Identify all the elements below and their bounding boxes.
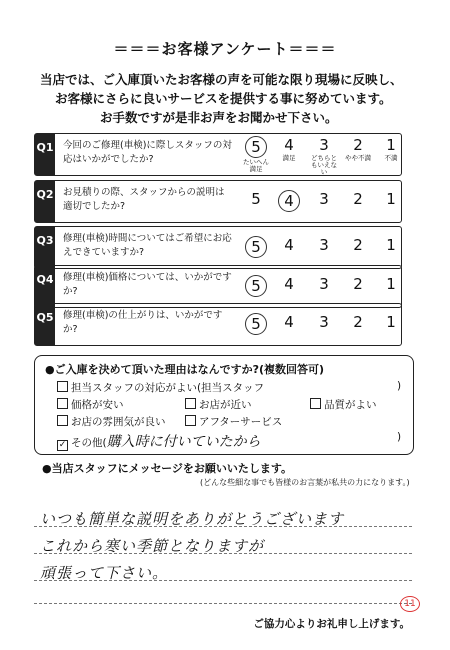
score-value: 1 [386, 313, 396, 331]
score-option[interactable] [345, 236, 371, 254]
checkbox[interactable] [57, 398, 68, 409]
score-options [235, 227, 401, 268]
score-value: 4 [284, 313, 294, 331]
score-option[interactable] [378, 275, 404, 293]
score-label: 不満 [384, 154, 398, 162]
score-value: 3 [319, 236, 329, 254]
score-option[interactable] [345, 190, 371, 208]
score-option[interactable] [311, 313, 337, 331]
score-option[interactable] [311, 275, 337, 293]
reason-close-paren-1: ) [397, 380, 402, 392]
score-value-selected: 5 [245, 313, 267, 335]
score-value-selected: 4 [278, 190, 300, 212]
score-label: たいへん満足 [243, 158, 269, 173]
score-option[interactable] [243, 136, 269, 173]
question-row [34, 265, 402, 308]
question-row [34, 226, 402, 269]
checkbox-checked[interactable]: ✓ [58, 440, 67, 450]
question-label: Q3 [35, 227, 55, 268]
message-text-line-3: 頑張って下さい。 [40, 564, 169, 582]
checkbox[interactable] [57, 415, 68, 426]
score-option[interactable] [276, 136, 302, 162]
question-row [34, 180, 402, 223]
score-option[interactable] [276, 190, 302, 212]
score-value: 5 [251, 190, 261, 208]
score-value: 1 [386, 236, 396, 254]
score-label: どちらともいえない [311, 154, 337, 176]
message-area[interactable] [34, 493, 412, 605]
page-number: 11 [400, 596, 420, 612]
score-option[interactable] [311, 136, 337, 176]
score-value: 4 [284, 275, 294, 293]
reason-option-aftercare[interactable]: アフターサービス [185, 414, 282, 429]
score-value-selected: 5 [245, 236, 267, 258]
score-value-selected: 5 [245, 275, 267, 297]
score-options [235, 134, 401, 175]
score-value: 2 [353, 136, 363, 154]
message-text-line-1: いつも簡単な説明をありがとうございます [40, 510, 345, 528]
score-label: やや不満 [345, 154, 371, 162]
score-value: 3 [319, 313, 329, 331]
reasons-box [34, 355, 414, 455]
question-text: 修理(車検)価格については、いかがですか? [63, 272, 232, 297]
score-value-selected: 5 [245, 136, 267, 158]
score-options [235, 266, 401, 307]
score-value: 1 [386, 275, 396, 293]
reasons-heading: ●ご入庫を決めて頂いた理由はなんですか?(複数回答可) [45, 363, 325, 376]
reason-close-paren-2: ) [397, 431, 402, 443]
message-note: (どんな些細な事でも皆様のお言葉が私共の力になります。) [200, 478, 410, 487]
score-value: 2 [353, 236, 363, 254]
intro-line-2: お客様にさらに良いサービスを提供する事に努めています。 [55, 91, 392, 106]
score-option[interactable] [243, 313, 269, 335]
question-row [34, 133, 402, 176]
other-reason-text: 購入時に付いていたから [106, 434, 261, 450]
survey-title: ＝＝＝お客様アンケート＝＝＝ [113, 40, 337, 58]
score-option[interactable] [378, 136, 404, 162]
score-option[interactable] [243, 236, 269, 258]
score-value: 3 [319, 190, 329, 208]
score-option[interactable] [311, 236, 337, 254]
score-option[interactable] [378, 236, 404, 254]
reason-option-price[interactable]: 価格が安い [57, 397, 124, 412]
score-value: 4 [284, 236, 294, 254]
question-text: お見積りの際、スタッフからの説明は適切でしたか? [63, 187, 225, 212]
score-option[interactable] [276, 275, 302, 293]
question-row [34, 303, 402, 346]
score-option[interactable] [345, 275, 371, 293]
score-value: 2 [353, 190, 363, 208]
score-value: 1 [386, 190, 396, 208]
score-option[interactable] [276, 313, 302, 331]
checkbox[interactable] [185, 415, 196, 426]
question-label: Q1 [35, 134, 55, 175]
question-text: 修理(車検)の仕上がりは、いかがですか? [63, 310, 223, 335]
message-text-line-2: これから寒い季節となりますが [40, 537, 265, 555]
score-label: 満足 [282, 154, 296, 162]
intro-line-1: 当店では、ご入庫頂いたお客様の声を可能な限り現場に反映し、 [40, 72, 403, 87]
message-line-rule [34, 603, 412, 604]
score-option[interactable] [243, 190, 269, 208]
message-heading: ●当店スタッフにメッセージをお願いいたします。 [42, 462, 293, 475]
score-option[interactable] [345, 136, 371, 162]
score-value: 3 [319, 275, 329, 293]
reason-option-staff[interactable]: 担当スタッフの対応がよい(担当スタッフ [57, 380, 264, 395]
checkbox[interactable] [185, 398, 196, 409]
question-text: 今回のご修理(車検)に際しスタッフの対応はいかがでしたか? [63, 140, 232, 165]
score-value: 3 [319, 136, 329, 154]
score-value: 2 [353, 313, 363, 331]
score-option[interactable] [378, 313, 404, 331]
question-label: Q2 [35, 181, 55, 222]
score-value: 4 [284, 136, 294, 154]
score-options [235, 304, 401, 345]
question-label: Q4 [35, 266, 55, 307]
score-option[interactable] [345, 313, 371, 331]
score-options [235, 181, 401, 222]
intro-line-3: お手数ですが是非お声をお聞かせ下さい。 [100, 110, 338, 125]
reason-option-atmosphere[interactable]: お店の雰囲気が良い [57, 414, 166, 429]
score-value: 1 [386, 136, 396, 154]
question-text: 修理(車検)時間についてはご希望にお応えできていますか? [63, 233, 232, 258]
reason-option-near[interactable]: お店が近い [185, 397, 252, 412]
score-option[interactable] [276, 236, 302, 254]
score-option[interactable] [311, 190, 337, 208]
question-label: Q5 [35, 304, 55, 345]
footer-thanks: ご協力心よりお礼申し上げます。 [253, 618, 410, 630]
score-option[interactable] [378, 190, 404, 208]
checkbox[interactable] [57, 381, 68, 392]
checkbox[interactable] [310, 398, 321, 409]
score-value: 2 [353, 275, 363, 293]
score-option[interactable] [243, 275, 269, 297]
reason-option-other[interactable]: ✓ その他(購入時に付いていたから [58, 434, 261, 450]
reason-option-quality[interactable]: 品質がよい [310, 397, 377, 412]
